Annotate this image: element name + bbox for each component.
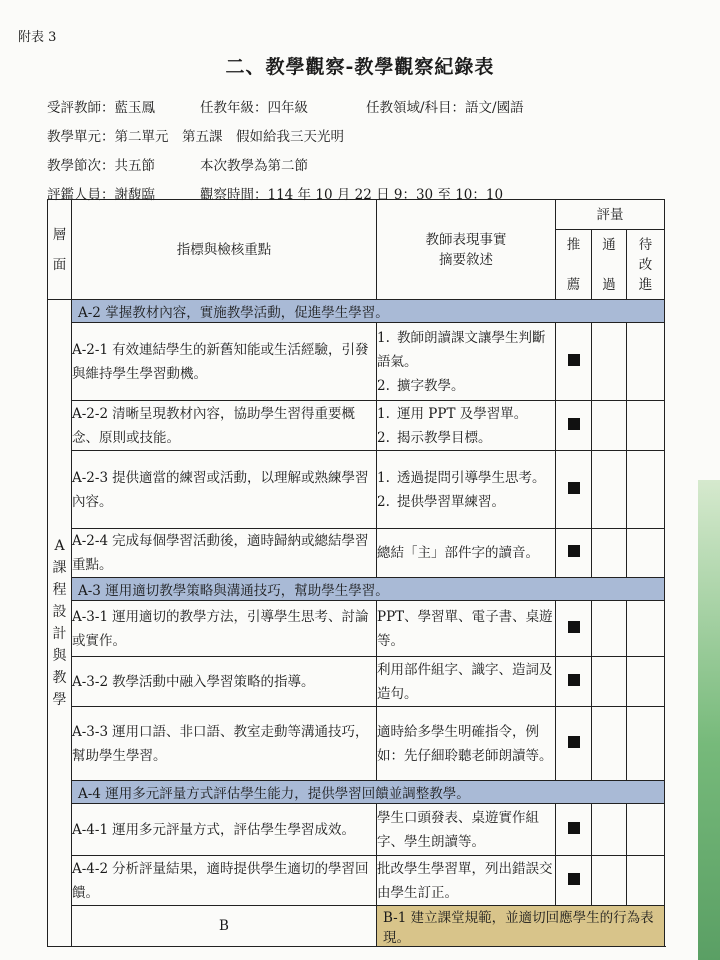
- improve-cell: [627, 804, 665, 856]
- header-improve: [627, 230, 665, 300]
- indicator-cell: [72, 856, 377, 906]
- checked-box-icon: [568, 354, 580, 366]
- pass-cell: [592, 529, 627, 578]
- section-title-a4: A-4 運用多元評量方式評估學生能力，提供學習回饋並調整教學。: [72, 781, 665, 804]
- indicator-code: A-3-2: [72, 673, 109, 690]
- indicator-cell: [72, 401, 377, 451]
- fact-number: 1.: [377, 405, 390, 422]
- layer-char: 學: [52, 692, 67, 708]
- background-object: [698, 480, 720, 960]
- section-title-a3: A-3 運用適切教學策略與溝通技巧，幫助學生學習。: [72, 578, 665, 601]
- header-rating: 評量: [556, 200, 665, 230]
- indicator-cell: [72, 451, 377, 529]
- table-row: [48, 401, 665, 451]
- facts-cell: 批改學生學習單，列出錯誤交由學生訂正。: [377, 856, 556, 906]
- observation-time-field: 觀察時間：114 年 10 月 22 日 9：30 至 10：10: [200, 187, 504, 203]
- facts-cell: 總結「主」部件字的讀音。: [377, 529, 556, 578]
- pass-cell: [592, 601, 627, 657]
- indicator-text: 教學活動中融入學習策略的指導。: [112, 673, 315, 690]
- checked-box-icon: [568, 545, 580, 557]
- header-facts: [377, 200, 556, 300]
- fact-number: 2.: [377, 493, 390, 510]
- facts-cell: 適時給多學生明確指令，例如：先仔細聆聽老師朗讀等。: [377, 707, 556, 781]
- fact-text: 揭示教學目標。: [397, 429, 492, 446]
- recommend-cell: [556, 451, 592, 529]
- pass-cell: [592, 401, 627, 451]
- section-row: [48, 906, 665, 947]
- fact-item: [377, 326, 555, 374]
- indicator-code: A-2-1: [72, 341, 109, 358]
- layer-b-cell: B: [72, 906, 377, 947]
- subject-field: 任教領域/科目：語文/國語: [366, 100, 524, 116]
- indicator-text: 有效連結學生的新舊知能或生活經驗，引發與維持學生學習動機。: [72, 341, 369, 382]
- header-indicator: 指標與檢核重點: [72, 200, 377, 300]
- improve-cell: [627, 401, 665, 451]
- header-facts-line: 摘要敘述: [439, 251, 493, 268]
- pass-cell: [592, 451, 627, 529]
- fact-number: 2.: [377, 429, 390, 446]
- grade-field: 任教年級：四年級: [200, 100, 308, 116]
- indicator-text: 清晰呈現教材內容，協助學生習得重要概念、原則或技能。: [72, 405, 356, 446]
- indicator-cell: [72, 657, 377, 707]
- pass-cell: [592, 707, 627, 781]
- recommend-cell: [556, 707, 592, 781]
- header-char: 過: [602, 276, 616, 293]
- layer-char: 與: [52, 648, 67, 664]
- table-row: [48, 804, 665, 856]
- improve-cell: [627, 657, 665, 707]
- recommend-cell: [556, 601, 592, 657]
- indicator-cell: [72, 601, 377, 657]
- header-char: 推: [566, 236, 581, 253]
- pass-cell: [592, 323, 627, 401]
- section-title-a2: A-2 掌握教材內容，實施教學活動，促進學生學習。: [72, 300, 665, 323]
- indicator-text: 完成每個學習活動後，適時歸納或總結學習重點。: [72, 533, 369, 573]
- improve-cell: [627, 323, 665, 401]
- indicator-code: A-3-3: [72, 723, 109, 740]
- improve-cell: [627, 451, 665, 529]
- fact-item: [377, 466, 555, 490]
- checked-box-icon: [568, 822, 580, 834]
- indicator-text: 分析評量結果，適時提供學生適切的學習回饋。: [72, 860, 369, 901]
- unit-field: 教學單元：第二單元 第五課 假如給我三天光明: [47, 129, 344, 145]
- fact-text: 擴字教學。: [397, 377, 465, 394]
- indicator-code: A-2-4: [72, 533, 109, 549]
- table-row: [48, 657, 665, 707]
- recommend-cell: [556, 804, 592, 856]
- layer-char: 程: [52, 582, 67, 598]
- section-row: [48, 578, 665, 601]
- header-char: 待: [638, 236, 653, 253]
- improve-cell: [627, 529, 665, 578]
- this-period-field: 本次教學為第二節: [200, 158, 308, 174]
- fact-number: 1.: [377, 469, 390, 486]
- page-title: 二、教學觀察-教學觀察紀錄表: [225, 56, 495, 78]
- facts-cell: 學生口頭發表、桌遊實作組字、學生朗讀等。: [377, 804, 556, 856]
- indicator-text: 提供適當的練習或活動，以理解或熟練學習內容。: [72, 469, 369, 510]
- fact-number: 2.: [377, 377, 390, 394]
- pass-cell: [592, 804, 627, 856]
- header-pass: [592, 230, 627, 300]
- fact-text: 教師朗讀課文讓學生判斷語氣。: [377, 329, 546, 370]
- layer-char: 設: [52, 604, 67, 620]
- periods-field: 教學節次：共五節: [47, 158, 155, 174]
- fact-item: [377, 402, 555, 426]
- section-row: [48, 300, 665, 323]
- fact-number: 1.: [377, 329, 390, 346]
- header-char: 進: [638, 276, 653, 293]
- layer-char: 課: [52, 560, 67, 576]
- recommend-cell: [556, 401, 592, 451]
- section-row: [48, 781, 665, 804]
- indicator-cell: [72, 529, 377, 578]
- pass-cell: [592, 856, 627, 906]
- fact-text: 運用 PPT 及學習單。: [397, 405, 528, 422]
- indicator-cell: [72, 804, 377, 856]
- header-char: 通: [602, 236, 616, 253]
- layer-char: 計: [52, 626, 67, 642]
- header-char: 薦: [566, 276, 581, 293]
- checked-box-icon: [568, 482, 580, 494]
- facts-cell: [377, 451, 556, 529]
- indicator-code: A-3-1: [72, 608, 109, 625]
- indicator-text: 運用口語、非口語、教室走動等溝通技巧，幫助學生學習。: [72, 723, 369, 764]
- recommend-cell: [556, 856, 592, 906]
- layer-a-cell: [48, 300, 72, 947]
- table-row: [48, 451, 665, 529]
- improve-cell: [627, 601, 665, 657]
- recommend-cell: [556, 657, 592, 707]
- fact-item: [377, 490, 555, 514]
- appendix-label: 附表 3: [18, 30, 57, 45]
- recommend-cell: [556, 323, 592, 401]
- checked-box-icon: [568, 736, 580, 748]
- facts-cell: [377, 323, 556, 401]
- fact-item: [377, 426, 555, 450]
- header-char: 改: [638, 256, 653, 273]
- checked-box-icon: [568, 873, 580, 885]
- header-layer: [48, 200, 72, 300]
- observation-table: [47, 199, 665, 947]
- table-row: [48, 707, 665, 781]
- facts-cell: 利用部件組字、識字、造詞及造句。: [377, 657, 556, 707]
- recommend-cell: [556, 529, 592, 578]
- indicator-code: A-2-2: [72, 405, 109, 422]
- indicator-cell: [72, 323, 377, 401]
- facts-cell: [377, 401, 556, 451]
- fact-text: 提供學習單練習。: [397, 493, 505, 510]
- checked-box-icon: [568, 418, 580, 430]
- improve-cell: [627, 707, 665, 781]
- layer-char: A: [54, 538, 65, 554]
- table-row: [48, 323, 665, 401]
- fact-text: 透過提問引導學生思考。: [397, 469, 546, 486]
- header-layer-char: 層: [52, 226, 67, 243]
- layer-char: 教: [52, 670, 67, 686]
- fact-item: [377, 374, 555, 398]
- indicator-code: A-2-3: [72, 469, 109, 486]
- indicator-text: 運用多元評量方式，評估學生學習成效。: [112, 821, 356, 838]
- table-row: [48, 601, 665, 657]
- teacher-field: 受評教師：藍玉鳳: [47, 100, 155, 116]
- indicator-code: A-4-1: [72, 821, 109, 838]
- table-row: [48, 529, 665, 578]
- facts-cell: PPT、學習單、電子書、桌遊等。: [377, 601, 556, 657]
- checked-box-icon: [568, 621, 580, 633]
- header-layer-char: 面: [52, 256, 67, 273]
- indicator-text: 運用適切的教學方法，引導學生思考、討論或實作。: [72, 608, 369, 649]
- improve-cell: [627, 856, 665, 906]
- pass-cell: [592, 657, 627, 707]
- section-title-b1: B-1 建立課堂規範，並適切回應學生的行為表現。: [377, 906, 665, 947]
- checked-box-icon: [568, 674, 580, 686]
- indicator-cell: [72, 707, 377, 781]
- table-row: [48, 856, 665, 906]
- reviewer-field: 評鑑人員：謝馥臨: [47, 187, 155, 203]
- indicator-code: A-4-2: [72, 860, 109, 877]
- header-facts-line: 教師表現事實: [425, 231, 507, 248]
- header-recommend: [556, 230, 592, 300]
- table-header-row: [48, 200, 665, 230]
